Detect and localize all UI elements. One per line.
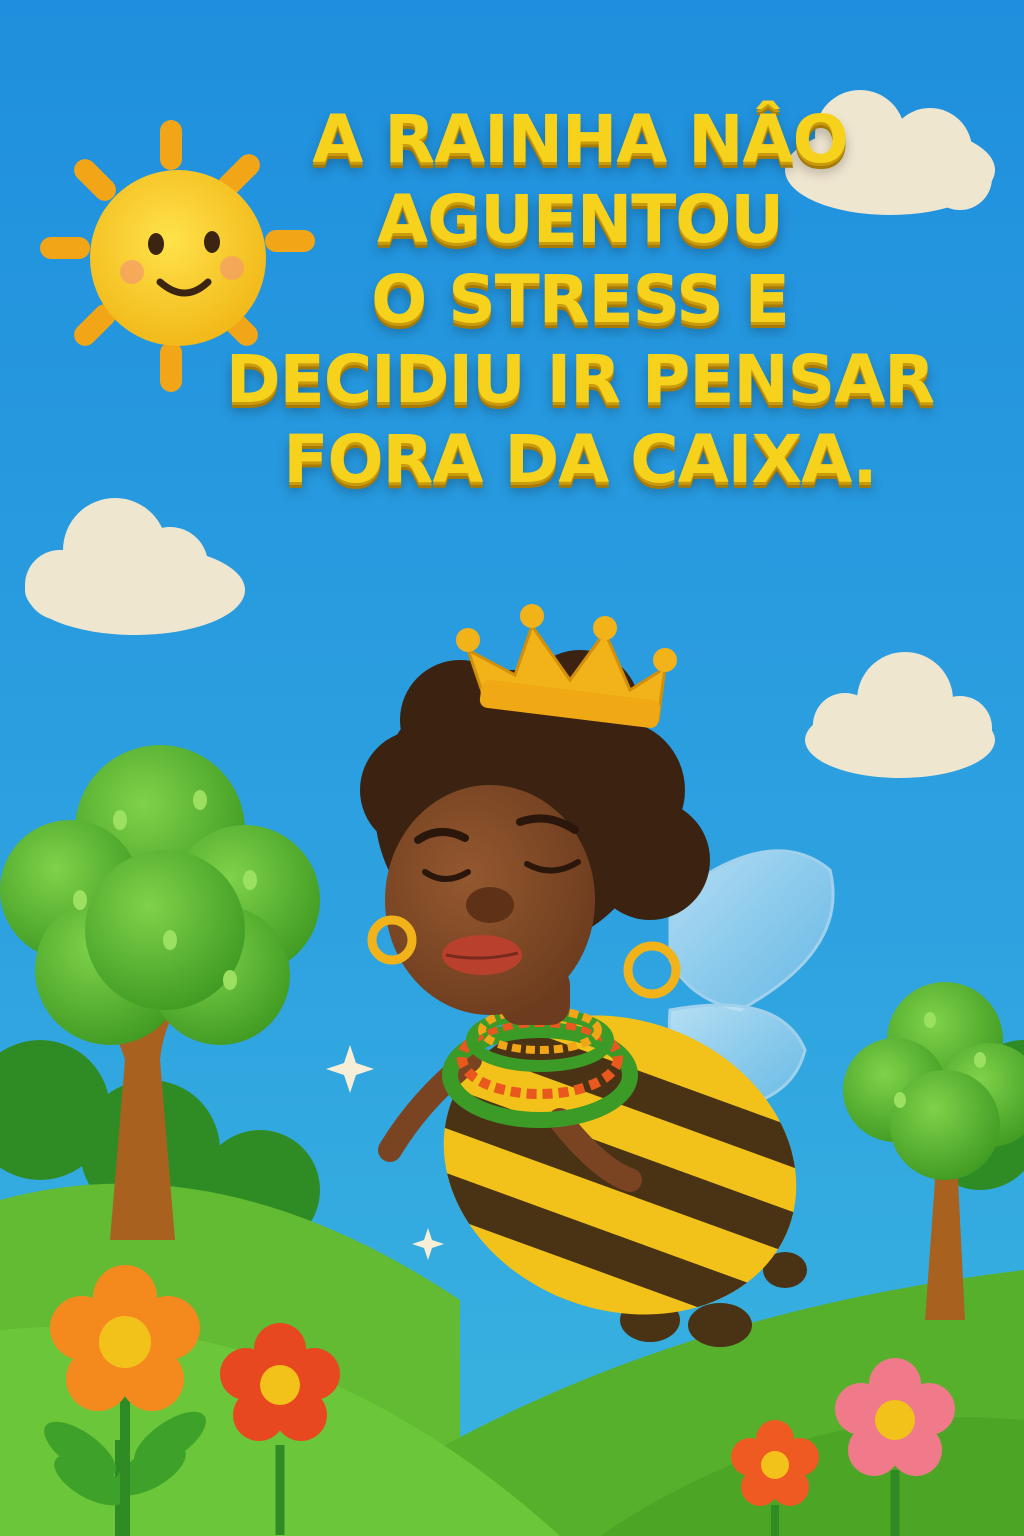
title-line-1: A RAINHA NÂO: [312, 101, 848, 178]
title-line-3: O STRESS E: [371, 261, 789, 338]
title-line-2: AGUENTOU: [377, 181, 783, 258]
title-line-4: DECIDIU IR PENSAR: [225, 341, 935, 418]
poster-title: [150, 100, 1010, 500]
title-line-5: FORA DA CAIXA.: [283, 421, 877, 498]
